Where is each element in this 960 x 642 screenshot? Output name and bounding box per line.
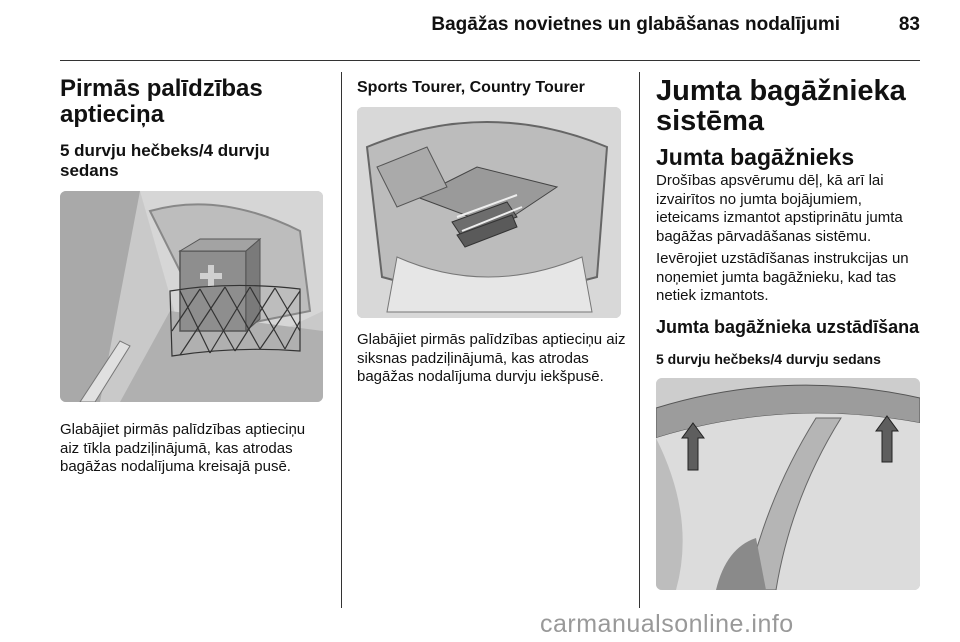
page-number: 83	[898, 14, 920, 35]
roof-rack-subheading: Jumta bagāžnieks	[656, 144, 855, 170]
trunk-illustration	[60, 191, 323, 402]
header-divider	[60, 60, 920, 61]
column-divider-2	[639, 72, 640, 608]
sports-tourer-subheading: Sports Tourer, Country Tourer	[357, 79, 585, 96]
first-aid-kit-trunk-figure	[60, 191, 323, 402]
first-aid-kit-tailgate-figure	[357, 107, 621, 318]
first-aid-kit-heading: Pirmās palīdzības aptieciņa	[60, 75, 263, 128]
roof-rack-safety-paragraph: Drošības apsvērumu dēļ, kā arī lai izvairītos no jumta bojājumiem, ieteicams izmantot apstiprinātu jumta bagāžas pārvadāšanas sistēmu.	[656, 172, 903, 245]
roof-rack-hatchback-subheading: 5 durvju hečbeks/4 durvju sedans	[656, 351, 881, 367]
roof-mounting-figure	[656, 378, 920, 590]
roof-illustration	[656, 378, 920, 590]
page-header-title: Bagāžas novietnes un glabāšanas nodalījumi	[431, 14, 840, 35]
first-aid-kit-caption-1: Glabājiet pirmās palīdzības aptieciņu aiz tīkla padziļinājumā, kas atrodas bagāžas nodalījuma kreisajā pusē.	[60, 421, 306, 475]
hatchback-sedan-subheading: 5 durvju hečbeks/4 durvju sedans	[60, 141, 270, 180]
first-aid-kit-caption-2: Glabājiet pirmās palīdzības aptieciņu aiz siksnas padziļinājumā, kas atrodas bagāžas nodalījuma durvju iekšpusē.	[357, 331, 626, 385]
column-divider-1	[341, 72, 342, 608]
watermark: carmanualsonline.info	[540, 610, 794, 638]
roof-rack-system-heading: Jumta bagāžnieka sistēma	[656, 75, 906, 137]
roof-rack-instructions-paragraph: Ievērojiet uzstādīšanas instrukcijas un noņemiet jumta bagāžnieku, kad tas netiek izmantots.	[656, 250, 909, 304]
roof-rack-installation-heading: Jumta bagāžnieka uzstādīšana	[656, 317, 920, 337]
tailgate-illustration	[357, 107, 621, 318]
